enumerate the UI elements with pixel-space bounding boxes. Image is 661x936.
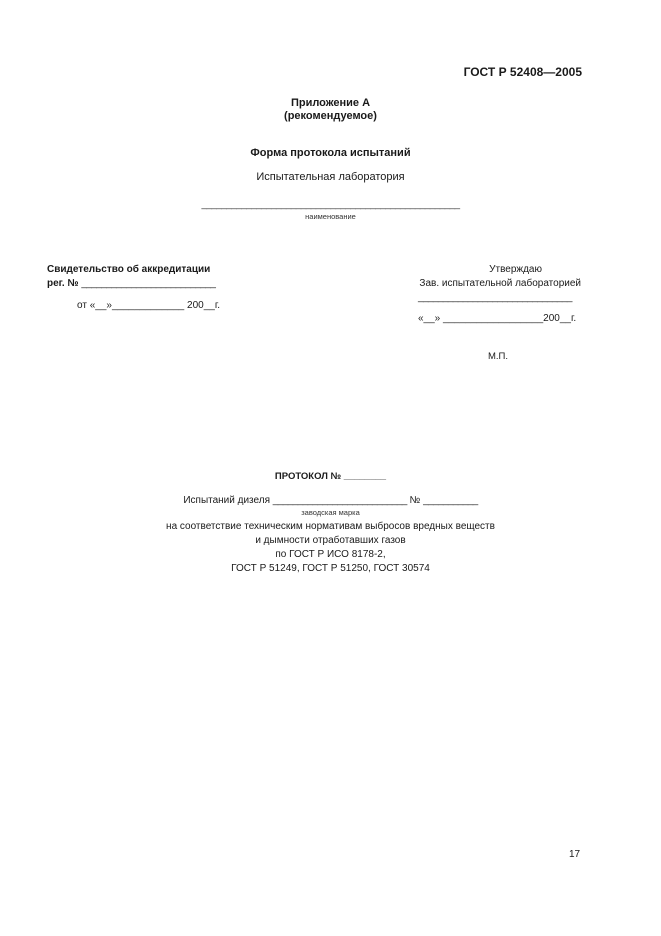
protocol-test-line xyxy=(0,495,661,506)
lab-name-caption: наименование xyxy=(305,212,356,221)
compliance-line: по ГОСТ Р ИСО 8178-2, xyxy=(275,549,386,560)
accreditation-reg-row xyxy=(47,277,215,291)
test-no-blank: ___________ xyxy=(423,495,478,506)
document-code: ГОСТ Р 52408—2005 xyxy=(463,65,582,79)
test-prefix: Испытаний дизеля xyxy=(183,495,271,506)
approval-sign-blank: _______________________________ xyxy=(418,292,572,303)
approval-date: «__» __________________200__г. xyxy=(418,313,577,324)
protocol-title: ПРОТОКОЛ № ________ xyxy=(274,471,387,482)
approval-head: Зав. испытательной лабораторией xyxy=(419,278,581,289)
appendix-title: Приложение А xyxy=(290,97,371,109)
appendix-heading xyxy=(0,97,661,123)
accreditation-block xyxy=(47,263,215,291)
lab-label: Испытательная лаборатория xyxy=(256,171,405,183)
approval-approve: Утверждаю xyxy=(489,264,542,275)
lab-name-blank: ____________________________________________________ xyxy=(201,199,460,210)
page-number: 17 xyxy=(569,849,581,860)
accreditation-title: Свидетельство об аккредитации xyxy=(47,264,211,275)
reg-blank: ___________________________ xyxy=(81,278,216,289)
stamp-place: М.П. xyxy=(488,351,509,362)
reg-label: рег. № xyxy=(47,278,79,289)
test-no-label: № xyxy=(409,495,421,506)
compliance-line: ГОСТ Р 51249, ГОСТ Р 51250, ГОСТ 30574 xyxy=(231,563,430,574)
form-title: Форма протокола испытаний xyxy=(250,147,411,159)
compliance-text xyxy=(0,520,661,576)
accreditation-date: от «__»_____________ 200__г. xyxy=(77,300,221,311)
compliance-line: и дымности отработавших газов xyxy=(255,535,406,546)
brand-caption: заводская марка xyxy=(301,508,360,517)
approval-block xyxy=(405,263,581,291)
test-brand-blank: ___________________________ xyxy=(272,495,407,506)
compliance-line: на соответствие техническим нормативам выбросов вредных веществ xyxy=(166,521,495,532)
appendix-subtitle: (рекомендуемое) xyxy=(284,110,377,122)
